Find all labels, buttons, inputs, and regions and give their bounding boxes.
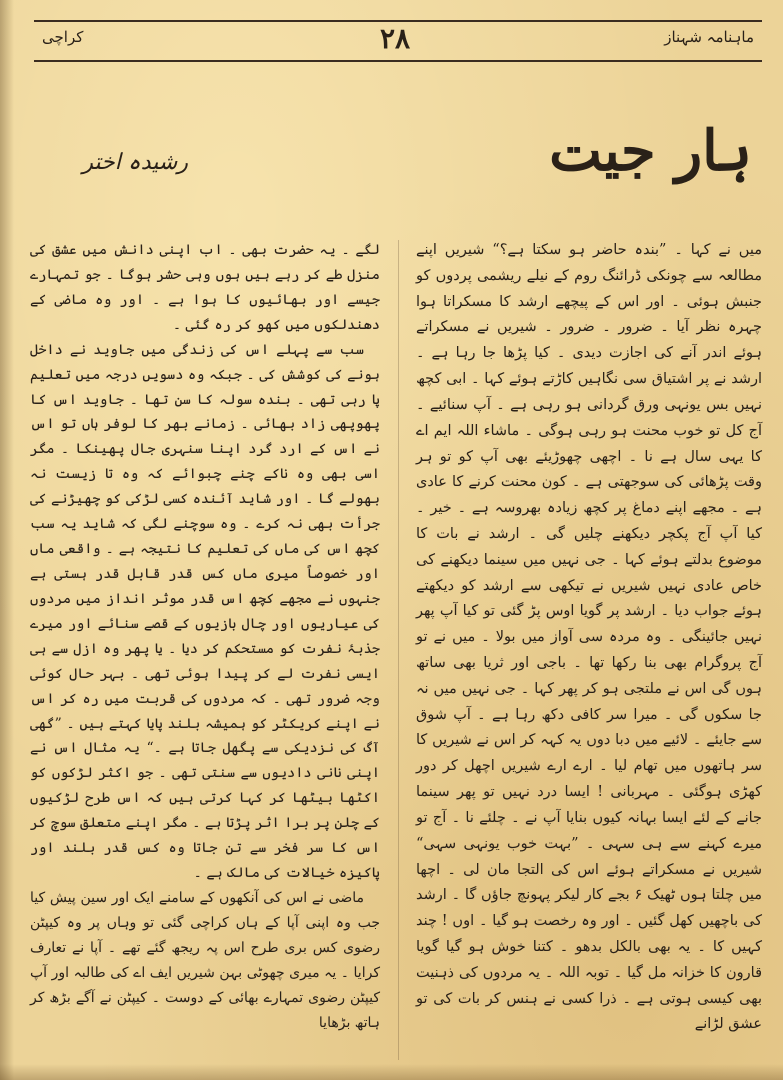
story-author: رشیدہ اختر [82,150,188,175]
magazine-name: ماہنامہ شہناز [664,28,754,46]
column-gutter [398,240,399,1060]
paragraph: ماضی نے اس کی آنکھوں کے سامنے ایک اور سین پیش کیا جب وہ اپنی آپا کے ہاں کراچی گئی تو وہاں پر وہ کیپٹن رضوی کس بری طرح اس پہ ریجھ گئے تھے ۔ آپا نے تعارف کرایا ۔ یہ میری چھوٹی بہن شیریں ایف اے کی طالبہ اور آپ کیپٹن رضوی تمہارے بھائی کے دوست ۔ کیپٹن نے آگے بڑھ کر ہاتھ بڑھایا [30,889,380,1031]
story-title: ہار جیت [549,118,752,184]
city-name: کراچی [42,28,84,46]
header-rule-bottom [34,60,762,62]
page-number: ۲۸ [379,22,411,55]
page-bottom-shadow [0,1064,783,1080]
text-column-right [416,238,762,1038]
paragraph: سب سے پہلے اس کی زندگی میں جاوید نے داخل ہونے کی کوشش کی ۔ جبکہ وہ دسویں درجہ میں تعلیم پا رہی تھی ۔ بندہ سولہ کا سن تھا ۔ جاوید اس کا پھوپھی زاد بھائی ۔ زمانے بھر کا لوفر ہاں تو اس نے اس کے ارد گرد اپنا سنہری جال پھینکا ۔ مگر اسی بھی وہ ناکے چنے چبوائے کہ وہ تا زیست نہ بھولے گا ۔ اور شاید آئندہ کسی لڑکی کو چھیڑنے کی جرأت بھی نہ کرے ۔ وہ سوچنے لگی کہ شاید یہ سب کچھ اس کی ماں کی تعلیم کا نتیجہ ہے ۔ واقعی ماں اور خصوصاً میری ماں کس قدر قابل قدر ہستی ہے جنہوں نے مجھے کچھ اس قدر موثر انداز میں مردوں کی عیاریوں اور چال بازیوں کے قصے سنائے اور میرے جذبۂ نفرت کو مستحکم کر دیا ۔ یا پھر وہ ازل سے ہی ایسی نفرت لے کر پیدا ہوئی تھی ۔ بہر حال کوئی وجہ ضرور تھی ۔ کہ مردوں کی قربت میں رہ کر اس نے اپنے کریکٹر کو ہمیشہ بلند پایا کہتے ہیں ۔ ”گھی آگ کی نزدیکی سے پگھل جاتا ہے ۔“ یہ مثال اس نے اپنی نانی دادیوں سے سنتی تھی ۔ جو اکثر لڑکوں کو اکٹھا بیٹھا کر کہا کرتی ہیں کہ اس طرح لڑکیوں کے چلن پر برا اثر پڑتا ہے ۔ مگر اپنے متعلق سوچ کر اس کا سر فخر سے تن جاتا وہ کس قدر بلند اور پاکیزہ خیالات کی مالک ہے ۔ [30,341,380,882]
text-column-left [30,238,380,1036]
page-edge-shadow [0,0,14,1080]
page-header [34,22,762,60]
paragraph: لگے ۔ یہ حضرت بھی ۔ اب اپنی دانش میں عشق کی منزل طے کر رہے ہیں ہوں وہی حشر ہوگا ۔ جو تمہارے جیسے اور بھائیوں کا ہوا ہے ۔ اور وہ ماضی کے دھندلکوں میں کھو کر رہ گئی ۔ [30,242,380,333]
paragraph: میں نے کہا ۔ ”بندہ حاضر ہو سکتا ہے؟“ شیریں اپنے مطالعہ سے چونکی ڈرائنگ روم کے نیلے ریشمی پردوں کو جنبش ہوئی ۔ اور اس کے پیچھے ارشد کا مسکراتا ہوا چہرہ نظر آیا ۔ ضرور ۔ ضرور ۔ شیریں نے مسکراتے ہوئے اندر آنے کی اجازت دیدی ۔ کیا پڑھا جا رہا ہے ۔ ارشد نے پر اشتیاق سی نگاہیں کاڑتے ہوئے کہا ۔ ابی کچھ نہیں بس یونہی ورق گردانی ہو رہی ہے ۔ آپ سنائیے ۔ آج کل تو خوب محنت ہو رہی ہوگی ۔ ماشاء اللہ ایم اے کا یہی سال ہے نا ۔ اچھی چھوڑیئے بھی آپ کو تو ہر وقت پڑھائی کی سوجھتی ہے ۔ کون محنت کرنے کا عادی ہے ۔ مجھے اپنے دماغ پر کچھ زیادہ بھروسہ ہے ۔ خیر ۔ کیا آپ آج پکچر دیکھنے چلیں گی ۔ ارشد نے بات کا موضوع بدلتے ہوئے کہا ۔ جی نہیں میں سینما دیکھنے کی خاص عادی نہیں شیریں نے تیکھی سے ارشد کو دیکھتے ہوئے جواب دیا ۔ ارشد پر گویا اوس پڑ گئی تو کیا آپ پھر نہیں جائینگی ۔ وہ مردہ سی آواز میں بولا ۔ میں نے تو آج پروگرام بھی بنا رکھا تھا ۔ باجی اور ثریا بھی ساتھ ہوں گی اس نے ملتجی ہو کر پھر کہا ۔ جی نہیں میں نہ جا سکوں گی ۔ میرا سر کافی دکھ رہا ہے ۔ آپ شوق سے جایئے ۔ لائیے میں دبا دوں یہ کہہ کر اس نے شیریں کا سر ہاتھوں میں تھام لیا ۔ ارے ارے شیریں اچھل کر دور کھڑی ہوگئی ۔ مہربانی ! ایسا درد نہیں تو پھر سینما جانے کے لئے ایسا بہانہ کیوں بنایا آپ نے ۔ چلئے نا ۔ آج تو میرے کہنے سے ہی سہی ۔ ”بہت خوب یونہی سہی“ شیریں نے مسکراتے ہوئے اس کی التجا مان لی ۔ اچھا میں چلتا ہوں ٹھیک ۶ بجے کار لیکر پہونچ جاؤں گا ۔ ارشد کی باچھیں کھل گئیں ۔ اور وہ رخصت ہو گیا ۔ اوں ! چند کہیں کا ۔ یہ بھی بالکل بدھو ۔ کتنا خوش ہو گیا گویا قارون کا خزانہ مل گیا ۔ توبہ اللہ ۔ یہ مردوں کی ذہنیت بھی کیسی ہوتی ہے ۔ ذرا کسی نے ہنس کر بات کی تو عشق لڑانے [416,242,762,1033]
